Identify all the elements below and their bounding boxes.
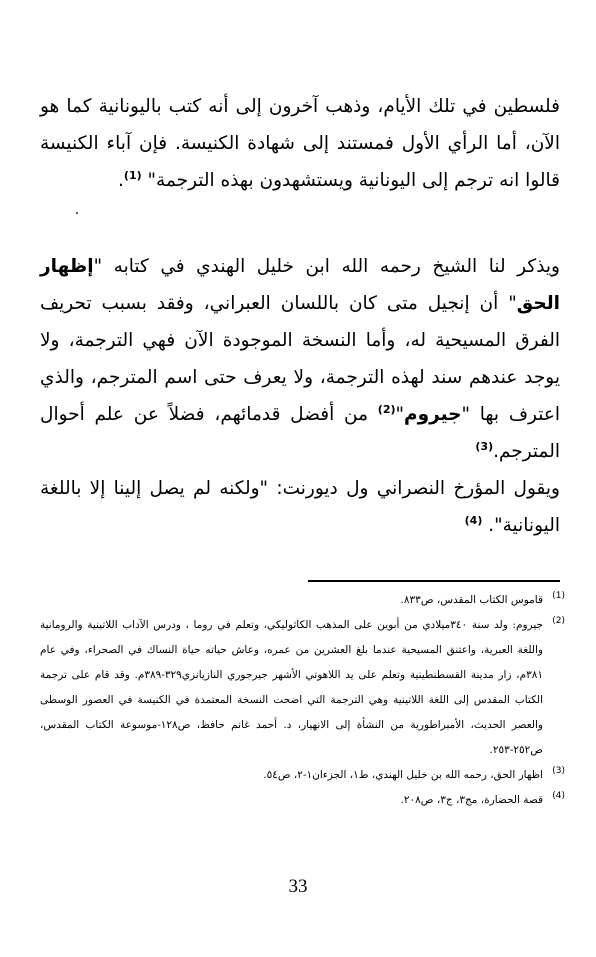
footnote-3: [40, 763, 565, 788]
footnote-2: [40, 613, 565, 763]
footnote-number: (2): [552, 616, 565, 626]
paragraph-3-text: ويقول المؤرخ النصراني ول ديورنت: "ولكنه لم يصل إلينا إلا باللغة اليونانية".: [40, 478, 560, 536]
book-title: إظهار الحق: [40, 256, 560, 314]
page-number: 33: [288, 876, 308, 897]
footnote-ref-4[interactable]: (4): [464, 513, 483, 527]
footnote-1: [40, 588, 565, 613]
paragraph-2-tail: من أفضل قدمائهم، فضلاً عن علم أحوال المترجم.: [40, 404, 560, 462]
footnote-4: [40, 788, 565, 813]
footnote-text: جيروم: ولد سنة ٣٤٠ميلادي من أبوين على المذهب الكاثوليكي، وتعلم في روما ، ودرس الآداب اللاتينية والرومانية واللغة العبرية، واعتنق المسيحية عندما بلغ العشرين من عمره، وعاش حياته حياة النساك في الصحراء، وفي عام ٣٨١م، زار مدينة القسطنطينية وتعلم على يد اللاهوتي الأشهر جيرجوري النازيانزي٣٢٩-٣٨٩م. وقد قام على ترجمة الكتاب المقدس إلى اللغة اللاتينية وهي الترجمة التي اضحت النسخة المعتمدة في الكنيسة في العصور الوسطى والعصر الحديث، الأمبراطورية من النشأة إلى الانهيار، د. أحمد غانم حافظ، ص١٢٨-موسوعة الكتاب المقدس، ص٢٥٢-٢٥٣.: [40, 619, 543, 756]
footnote-ref-2[interactable]: (2): [377, 402, 396, 416]
footnotes: [40, 588, 565, 813]
footnote-text: اظهار الحق، رحمه الله بن خليل الهندي، ط١، الجزءان١-٢، ص٥٤.: [263, 769, 543, 781]
footnote-number: (4): [552, 791, 565, 801]
footnote-text: قصة الحضارة، مج٣، ج٣، ص٢٠٨.: [400, 794, 543, 806]
footnote-text: قاموس الكتاب المقدس، ص٨٣٣.: [400, 594, 543, 606]
paragraph-2-lead: ويذكر لنا الشيخ رحمه الله ابن خليل الهندي في كتابه ": [93, 256, 560, 277]
quote-close: ": [395, 404, 405, 425]
stray-dot: [76, 212, 78, 214]
footnote-separator: [308, 580, 560, 582]
paragraph-1-text: فلسطين في تلك الأيام، وذهب آخرون إلى أنه كتب باليونانية كما هو الآن، أما الرأي الأول فمستند إلى شهادة الكنيسة. فإن آباء الكنيسة قالوا انه ترجم إلى اليونانية ويستشهدون بهذه الترجمة": [40, 96, 560, 191]
footnote-number: (1): [552, 591, 565, 601]
paragraph-1: [40, 88, 560, 199]
paragraph-3: [40, 470, 560, 544]
paragraph-1-end: .: [118, 170, 124, 191]
paragraph-2-middle: " أن إنجيل متى كان باللسان العبراني، وفقد بسبب تحريف الفرق المسيحية له، وأما النسخة الموجودة الآن فهي الترجمة، ولا يوجد عندهم سند لهذه الترجمة، ولا يعرف حتى اسم المترجم، والذي اعترف بها ": [40, 293, 560, 425]
paragraph-2: [40, 248, 560, 470]
footnote-ref-3[interactable]: (3): [475, 439, 494, 453]
footnote-number: (3): [552, 766, 565, 776]
footnote-ref-1[interactable]: (1): [123, 168, 142, 182]
person-name: جيروم: [404, 404, 462, 425]
